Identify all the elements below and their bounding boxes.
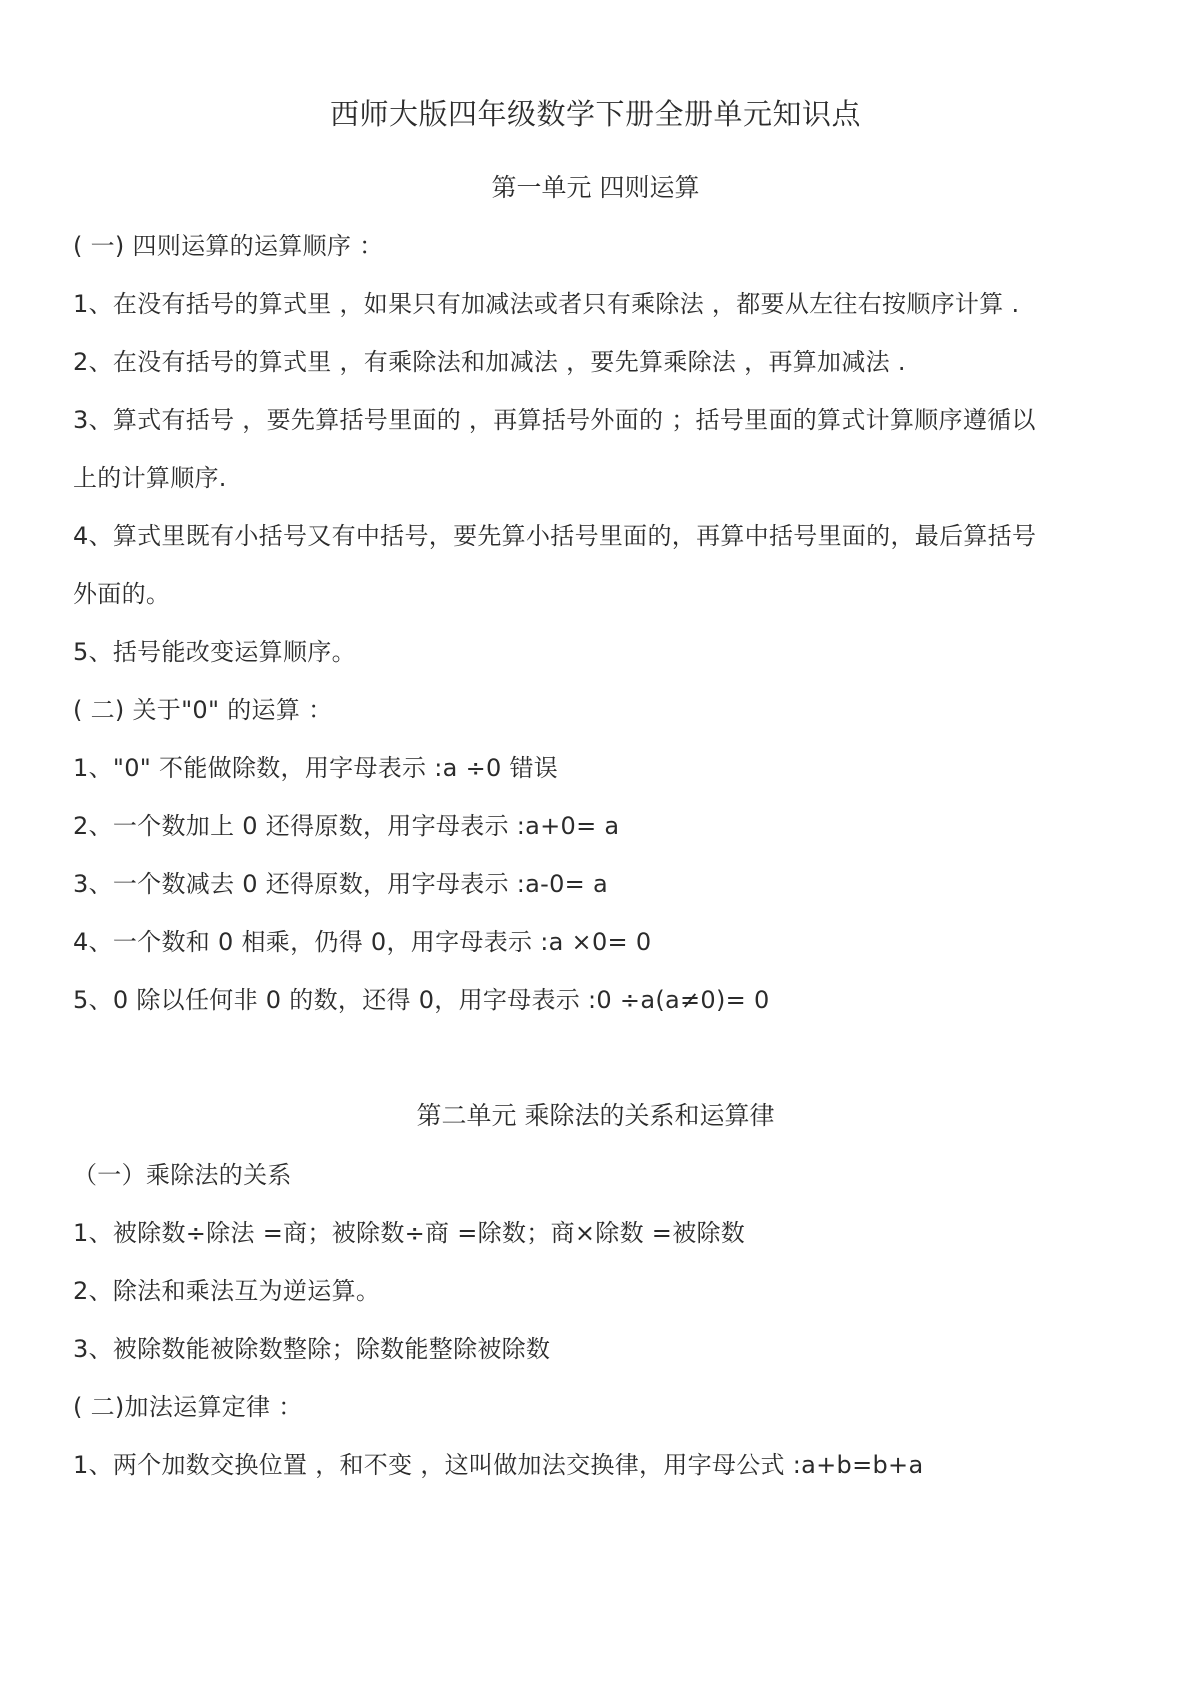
unit-2-heading: 第二单元 乘除法的关系和运算律	[416, 1101, 775, 1130]
unit-1-line: 2、一个数加上 0 还得原数，用字母表示 :a+0= a	[73, 812, 620, 840]
unit-1-line: 2、在没有括号的算式里 ，有乘除法和加减法 ，要先算乘除法 ，再算加减法 .	[73, 348, 906, 376]
unit-1-line: 外面的。	[73, 580, 171, 608]
document-title: 西师大版四年级数学下册全册单元知识点	[329, 97, 861, 131]
unit-1-section-2-heading: ( 二) 关于"0" 的运算 ：	[73, 696, 333, 724]
unit-1-line: 3、一个数减去 0 还得原数，用字母表示 :a-0= a	[73, 870, 608, 898]
unit-1-heading: 第一单元 四则运算	[491, 173, 700, 202]
unit-2-line: 1、被除数÷除法 =商；被除数÷商 =除数；商×除数 =被除数	[73, 1219, 746, 1247]
unit-1-line: 4、一个数和 0 相乘，仍得 0，用字母表示 :a ×0= 0	[73, 928, 652, 956]
unit-1-line: 3、算式有括号 ，要先算括号里面的 ，再算括号外面的 ；括号里面的算式计算顺序遵循以	[73, 406, 1036, 434]
unit-1-line: 5、括号能改变运算顺序。	[73, 638, 356, 666]
unit-1-line: 上的计算顺序.	[73, 464, 227, 492]
unit-1-line: 1、"0" 不能做除数，用字母表示 :a ÷0 错误	[73, 754, 559, 782]
unit-2-section-2-heading: ( 二)加法运算定律 ：	[73, 1393, 303, 1421]
unit-2-line: 3、被除数能被除数整除；除数能整除被除数	[73, 1335, 551, 1363]
unit-1-line: 5、0 除以任何非 0 的数，还得 0，用字母表示 :0 ÷a(a≠0)= 0	[73, 986, 770, 1014]
unit-2-line: 2、除法和乘法互为逆运算。	[73, 1277, 381, 1305]
unit-1-section-1-heading: ( 一) 四则运算的运算顺序 ：	[73, 232, 384, 260]
unit-2-section-1-heading: （一）乘除法的关系	[73, 1161, 292, 1189]
unit-1-line: 1、在没有括号的算式里 ，如果只有加减法或者只有乘除法 ，都要从左往右按顺序计算 .	[73, 290, 1020, 318]
unit-2-line: 1、两个加数交换位置 ，和不变 ，这叫做加法交换律，用字母公式 :a+b=b+a	[73, 1451, 924, 1479]
unit-1-line: 4、算式里既有小括号又有中括号，要先算小括号里面的，再算中括号里面的，最后算括号	[73, 522, 1037, 550]
